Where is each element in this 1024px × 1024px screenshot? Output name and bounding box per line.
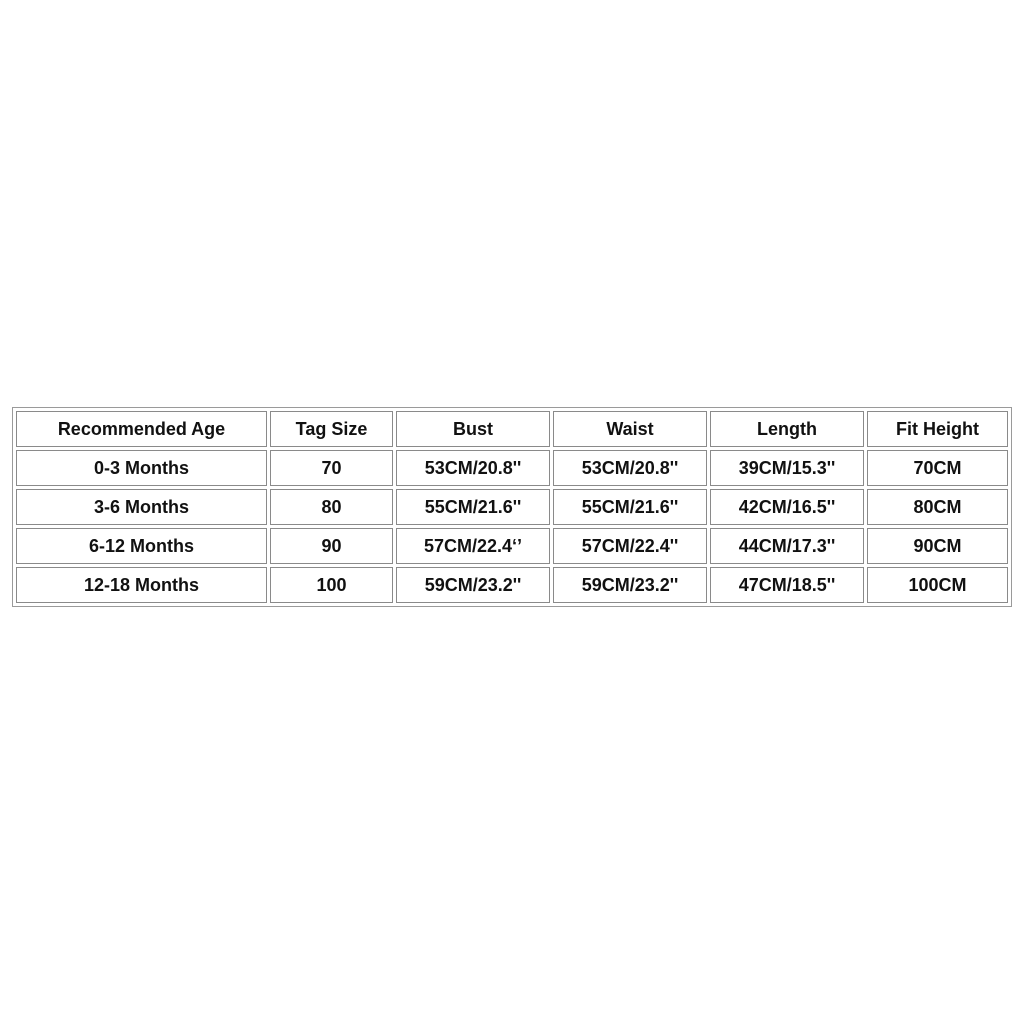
cell-length: 47CM/18.5'' [710,567,864,603]
cell-recommended-age: 12-18 Months [16,567,267,603]
cell-fit-height: 70CM [867,450,1008,486]
cell-recommended-age: 3-6 Months [16,489,267,525]
header-bust: Bust [396,411,550,447]
size-chart-table [12,407,1012,607]
cell-length: 44CM/17.3'' [710,528,864,564]
cell-bust: 57CM/22.4‘’ [396,528,550,564]
cell-waist: 55CM/21.6'' [553,489,707,525]
cell-tag-size: 70 [270,450,393,486]
cell-tag-size: 100 [270,567,393,603]
cell-length: 42CM/16.5'' [710,489,864,525]
cell-waist: 59CM/23.2'' [553,567,707,603]
header-row [16,411,1008,447]
cell-fit-height: 90CM [867,528,1008,564]
cell-fit-height: 100CM [867,567,1008,603]
header-waist: Waist [553,411,707,447]
cell-tag-size: 90 [270,528,393,564]
header-tag-size: Tag Size [270,411,393,447]
header-fit-height: Fit Height [867,411,1008,447]
cell-fit-height: 80CM [867,489,1008,525]
table-row [16,528,1008,564]
cell-waist: 53CM/20.8'' [553,450,707,486]
cell-recommended-age: 6-12 Months [16,528,267,564]
cell-waist: 57CM/22.4'' [553,528,707,564]
cell-length: 39CM/15.3'' [710,450,864,486]
cell-bust: 55CM/21.6'' [396,489,550,525]
cell-tag-size: 80 [270,489,393,525]
header-length: Length [710,411,864,447]
cell-bust: 59CM/23.2'' [396,567,550,603]
header-recommended-age: Recommended Age [16,411,267,447]
table-row [16,450,1008,486]
table-row [16,489,1008,525]
cell-bust: 53CM/20.8'' [396,450,550,486]
table-row [16,567,1008,603]
cell-recommended-age: 0-3 Months [16,450,267,486]
